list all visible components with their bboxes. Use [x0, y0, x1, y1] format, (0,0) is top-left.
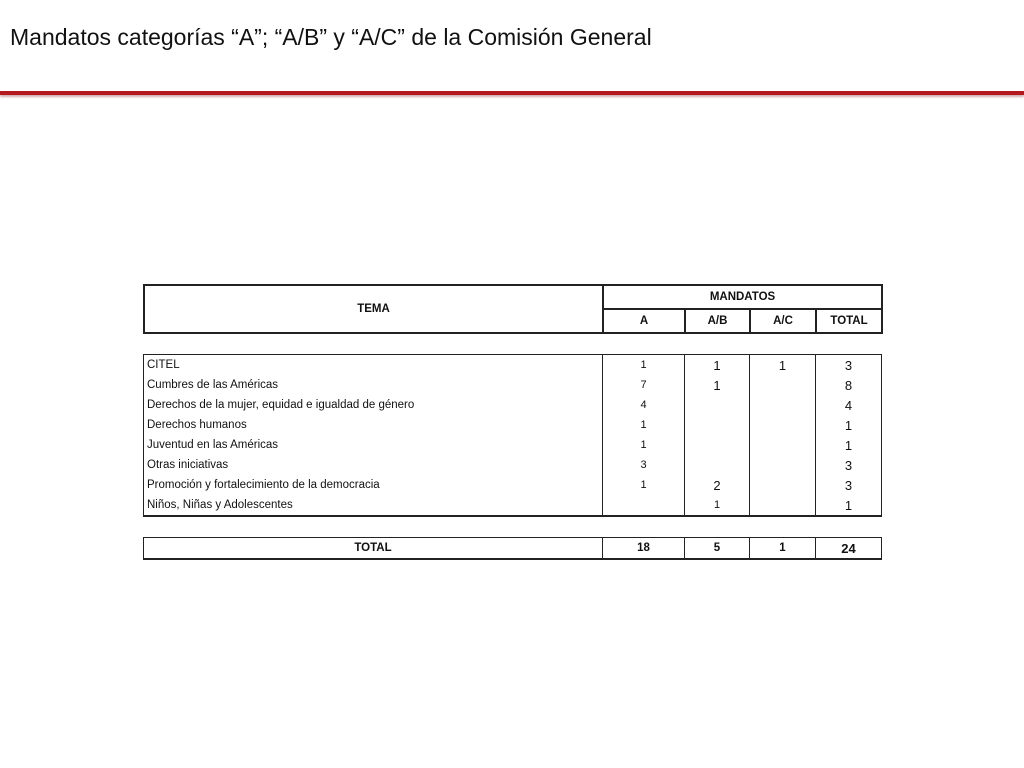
row-ac: 1: [750, 355, 816, 376]
row-ab: [685, 395, 750, 415]
table-row: [144, 395, 882, 415]
row-tema: CITEL: [144, 355, 603, 376]
row-ab: 1: [685, 355, 750, 376]
row-ab: 1: [685, 375, 750, 395]
row-tema: Promoción y fortalecimiento de la democracia: [144, 475, 603, 495]
spacer: [143, 334, 881, 354]
table-row: [144, 495, 882, 516]
table-header: [143, 284, 883, 334]
table-row: [144, 355, 882, 376]
header-col-a: A: [603, 309, 685, 333]
row-ab: [685, 435, 750, 455]
row-total: 1: [816, 435, 882, 455]
total-ab: 5: [685, 538, 750, 560]
slide-title: Mandatos categorías “A”; “A/B” y “A/C” de la Comisión General: [10, 24, 652, 50]
row-tema: Derechos humanos: [144, 415, 603, 435]
total-label: TOTAL: [144, 538, 603, 560]
row-ab: 2: [685, 475, 750, 495]
row-tema: Derechos de la mujer, equidad e igualdad de género: [144, 395, 603, 415]
row-total: 8: [816, 375, 882, 395]
row-ac: [750, 495, 816, 516]
title-divider: [0, 91, 1024, 95]
total-ac: 1: [750, 538, 816, 560]
table-body: [143, 354, 882, 517]
row-ac: [750, 395, 816, 415]
row-total: 3: [816, 475, 882, 495]
row-tema: Otras iniciativas: [144, 455, 603, 475]
total-row: [144, 538, 882, 560]
row-ac: [750, 455, 816, 475]
row-a: 7: [603, 375, 685, 395]
header-tema: TEMA: [144, 285, 603, 333]
header-col-ab: A/B: [685, 309, 750, 333]
table-row: [144, 455, 882, 475]
row-total: 3: [816, 355, 882, 376]
row-total: 4: [816, 395, 882, 415]
row-a: 1: [603, 475, 685, 495]
row-ac: [750, 475, 816, 495]
mandatos-table: [143, 284, 881, 560]
row-a: 1: [603, 415, 685, 435]
row-ac: [750, 435, 816, 455]
table-total: [143, 537, 882, 560]
row-a: [603, 495, 685, 516]
row-a: 1: [603, 435, 685, 455]
total-a: 18: [603, 538, 685, 560]
header-col-total: TOTAL: [816, 309, 882, 333]
table-row: [144, 435, 882, 455]
total-grand: 24: [816, 538, 882, 560]
row-tema: Niños, Niñas y Adolescentes: [144, 495, 603, 516]
header-col-ac: A/C: [750, 309, 816, 333]
table-row: [144, 375, 882, 395]
row-ab: 1: [685, 495, 750, 516]
table-row: [144, 475, 882, 495]
row-ab: [685, 415, 750, 435]
row-total: 3: [816, 455, 882, 475]
row-a: 1: [603, 355, 685, 376]
table-row: [144, 415, 882, 435]
row-total: 1: [816, 495, 882, 516]
row-a: 3: [603, 455, 685, 475]
row-total: 1: [816, 415, 882, 435]
row-ab: [685, 455, 750, 475]
header-mandatos: MANDATOS: [603, 285, 882, 309]
row-tema: Cumbres de las Américas: [144, 375, 603, 395]
spacer: [143, 517, 881, 537]
row-a: 4: [603, 395, 685, 415]
row-ac: [750, 415, 816, 435]
row-tema: Juventud en las Américas: [144, 435, 603, 455]
row-ac: [750, 375, 816, 395]
